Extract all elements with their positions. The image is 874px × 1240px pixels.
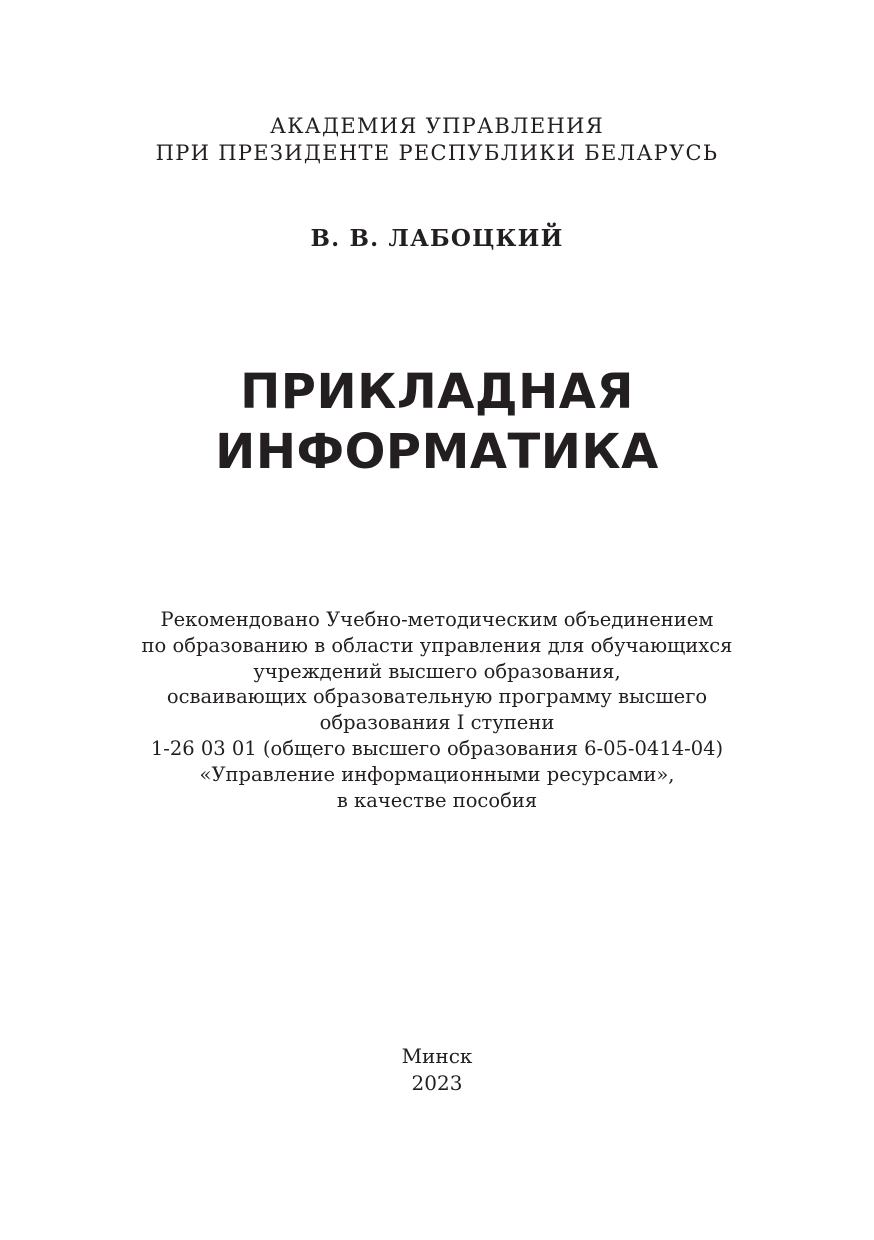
recommendation-line: «Управление информационными ресурсами», xyxy=(199,762,675,786)
book-title xyxy=(0,362,874,482)
recommendation-line: Рекомендовано Учебно-методическим объединением xyxy=(160,608,714,631)
book-title-line: ПРИКЛАДНАЯ xyxy=(240,364,634,420)
recommendation-line: по образованию в области управления для обучающихся xyxy=(141,633,733,657)
recommendation-line: образования I ступени xyxy=(319,711,555,735)
book-title-line: ИНФОРМАТИКА xyxy=(215,424,659,480)
recommendation-line: 1-26 03 01 (общего высшего образования 6-05-0414-04) xyxy=(150,736,724,760)
publication-city: Минск xyxy=(401,1044,473,1068)
institution-line: ПРИ ПРЕЗИДЕНТЕ РЕСПУБЛИКИ БЕЛАРУСЬ xyxy=(155,141,719,165)
recommendation-statement xyxy=(0,607,874,813)
institution-line: АКАДЕМИЯ УПРАВЛЕНИЯ xyxy=(269,114,604,138)
author-name: В. В. ЛАБОЦКИЙ xyxy=(310,225,564,252)
institution-name xyxy=(0,113,874,167)
publication-year: 2023 xyxy=(411,1071,463,1095)
recommendation-line: учреждений высшего образования, xyxy=(253,659,621,683)
recommendation-line: осваивающих образовательную программу высшего xyxy=(166,685,708,709)
imprint xyxy=(0,1043,874,1097)
recommendation-line: в качестве пособия xyxy=(336,788,538,812)
